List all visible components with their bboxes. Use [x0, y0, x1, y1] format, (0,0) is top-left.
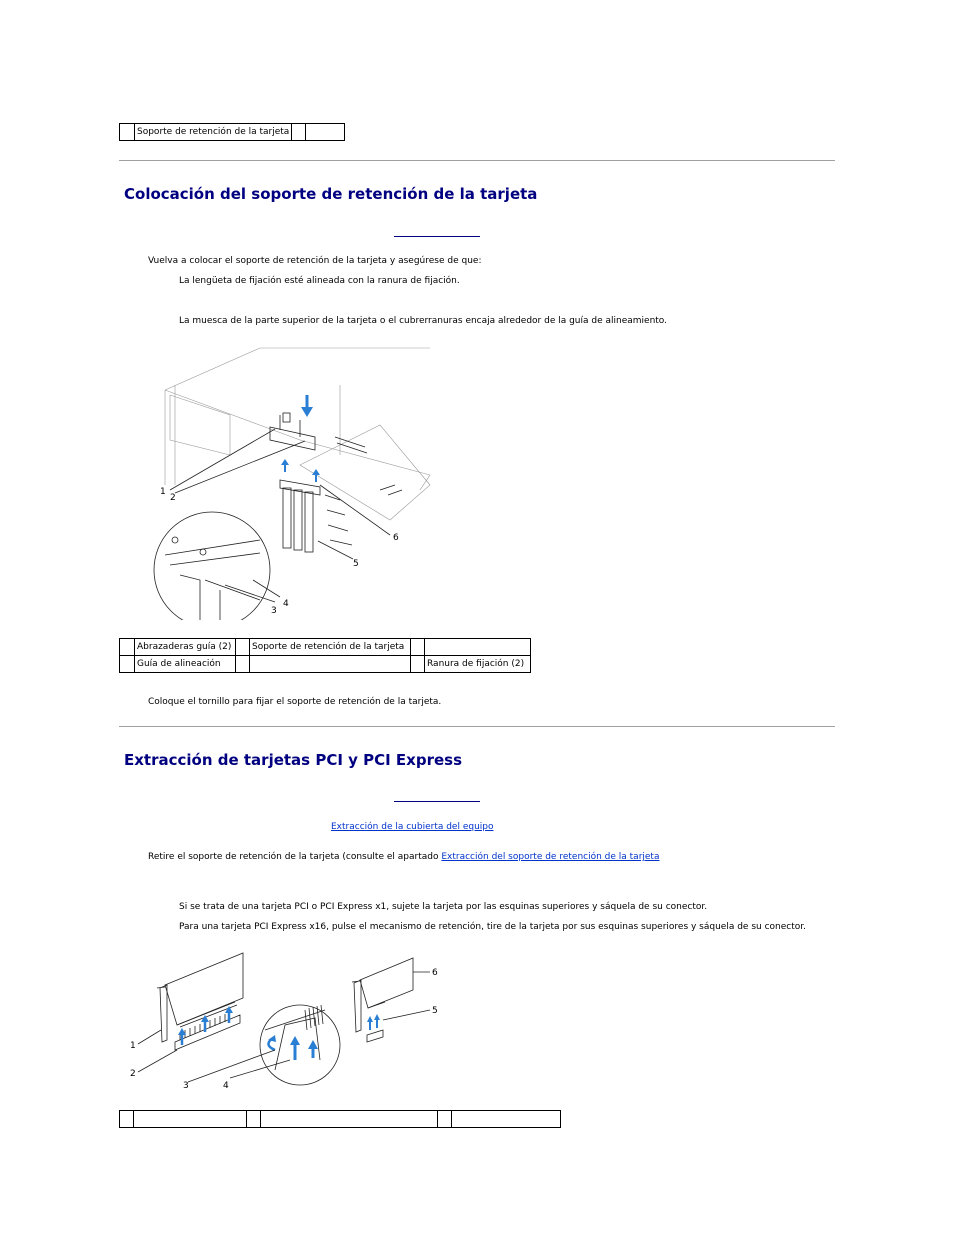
callout-5: 5 [353, 559, 359, 569]
legend-num-cell [411, 639, 425, 656]
legend-text-cell: Abrazaderas guía (2) [135, 639, 236, 656]
table-row [120, 1111, 561, 1128]
callout-1: 1 [130, 1041, 136, 1051]
legend-num-cell [120, 1111, 134, 1128]
bullet-text: Si se trata de una tarjeta PCI o PCI Express x1, sujete la tarjeta por las esquinas superiores y sáquela de su conector. [179, 902, 708, 912]
callout-4: 4 [283, 599, 289, 609]
pci-card-removal-illustration [125, 950, 445, 1095]
legend-num-cell [120, 124, 135, 141]
callout-2: 2 [170, 493, 176, 503]
legend-num-cell [292, 124, 306, 141]
bullet-text: La lengüeta de fijación esté alineada con la ranura de fijación. [179, 276, 460, 286]
legend-num-cell [411, 656, 425, 673]
callout-6: 6 [432, 968, 438, 978]
legend-text-cell [425, 639, 531, 656]
legend-text-cell: Ranura de fijación (2) [425, 656, 531, 673]
legend-text-cell [250, 656, 411, 673]
section-divider [119, 726, 835, 727]
legend-num-cell [120, 656, 135, 673]
legend-num-cell [236, 656, 250, 673]
section-title: Colocación del soporte de retención de la tarjeta [124, 185, 538, 203]
callout-5: 5 [432, 1006, 438, 1016]
reference-paragraph [331, 822, 494, 832]
step-text: Coloque el tornillo para fijar el soporte de retención de la tarjeta. [148, 697, 442, 707]
figure-legend-table [119, 1110, 561, 1128]
table-row [120, 124, 345, 141]
table-row [120, 639, 531, 656]
note-rule [394, 236, 480, 237]
step-text: Vuelva a colocar el soporte de retención de la tarjeta y asegúrese de que: [148, 256, 482, 266]
legend-text-cell: Soporte de retención de la tarjeta [135, 124, 292, 141]
callout-3: 3 [271, 606, 277, 616]
callout-3: 3 [183, 1081, 189, 1091]
callout-4: 4 [223, 1081, 229, 1091]
bracket-removal-link[interactable]: Extracción del soporte de retención de la tarjeta [441, 852, 660, 862]
legend-num-cell [438, 1111, 452, 1128]
table-row [120, 656, 531, 673]
top-legend-table [119, 123, 345, 141]
legend-text-cell [134, 1111, 247, 1128]
legend-text-cell: Guía de alineación [135, 656, 236, 673]
retention-bracket-illustration [140, 345, 440, 620]
legend-num-cell [236, 639, 250, 656]
section-divider [119, 160, 835, 161]
legend-text-cell [261, 1111, 438, 1128]
legend-text-cell: Soporte de retención de la tarjeta [250, 639, 411, 656]
legend-text-cell [306, 124, 345, 141]
legend-num-cell [120, 639, 135, 656]
bullet-text: La muesca de la parte superior de la tarjeta o el cubrerranuras encaja alrededor de la guía de alineamiento. [179, 316, 668, 326]
note-rule [394, 801, 480, 802]
bullet-text: Para una tarjeta PCI Express x16, pulse el mecanismo de retención, tire de la tarjeta por sus esquinas superiores y sáquela de su conector. [179, 922, 806, 932]
callout-1: 1 [160, 487, 166, 497]
callout-6: 6 [393, 533, 399, 543]
callout-2: 2 [130, 1069, 136, 1079]
step-text-body: Retire el soporte de retención de la tarjeta (consulte el apartado [148, 852, 439, 862]
cover-removal-link[interactable]: Extracción de la cubierta del equipo [331, 822, 494, 832]
step-text [148, 852, 659, 862]
figure-legend-table [119, 638, 531, 673]
legend-text-cell [452, 1111, 561, 1128]
section-title: Extracción de tarjetas PCI y PCI Express [124, 751, 463, 769]
legend-num-cell [247, 1111, 261, 1128]
